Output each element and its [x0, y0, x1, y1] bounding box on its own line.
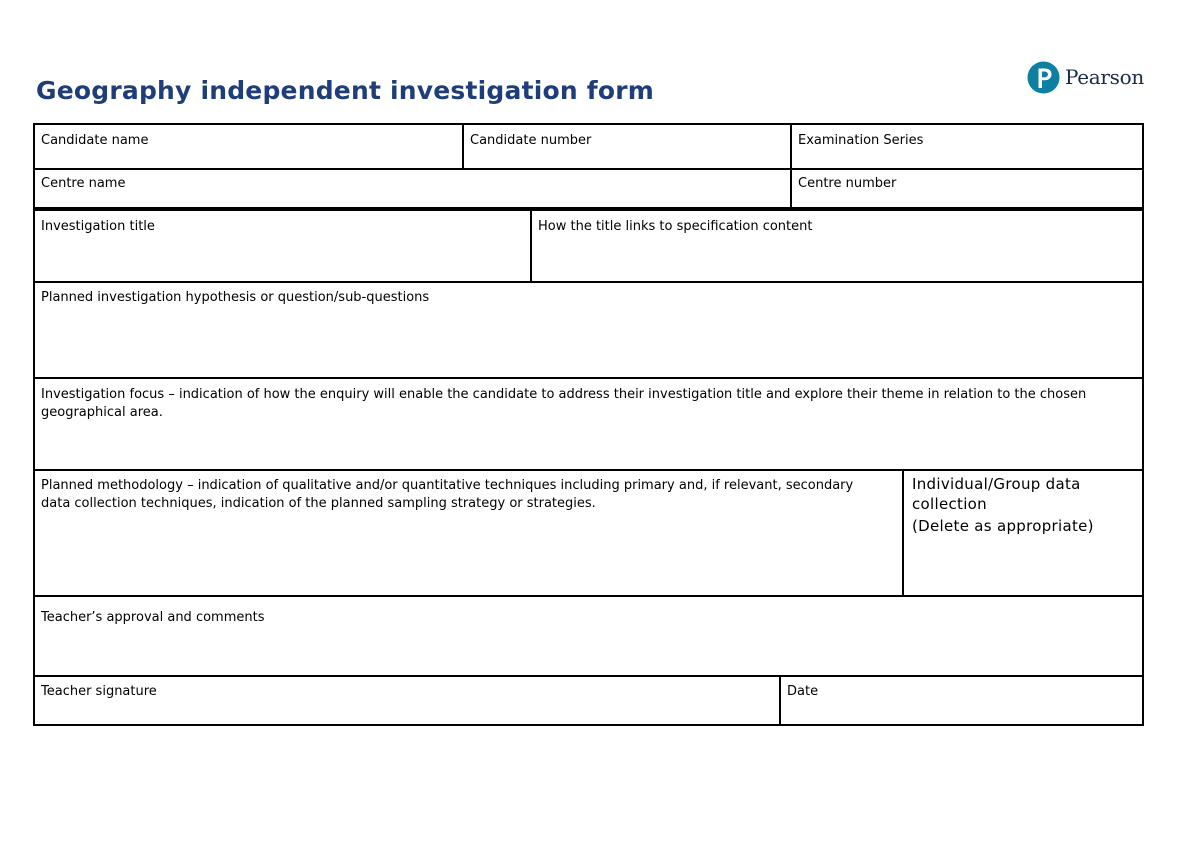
candidate-name-label: Candidate name [41, 133, 149, 148]
date-field[interactable] [781, 677, 1142, 724]
page-title: Geography independent investigation form [36, 76, 655, 105]
teacher-signature-field[interactable] [35, 677, 781, 724]
centre-row [35, 170, 1142, 211]
investigation-title-row [35, 211, 1142, 283]
title-links-field[interactable] [532, 211, 1142, 281]
candidate-row [35, 125, 1142, 170]
title-links-label: How the title links to specification content [538, 219, 813, 234]
centre-name-field[interactable] [35, 170, 792, 207]
investigation-title-field[interactable] [35, 211, 532, 281]
teacher-approval-field[interactable] [35, 597, 1142, 675]
hypothesis-field[interactable] [35, 283, 1142, 377]
delete-note: (Delete as appropriate) [912, 517, 1094, 535]
teacher-signature-label: Teacher signature [41, 684, 157, 699]
teacher-approval-label: Teacher’s approval and comments [41, 610, 265, 625]
investigation-focus-label: Investigation focus – indication of how the enquiry will enable the candidate to address their investigation title and explore their theme in relation to the chosen geographical area. [41, 387, 1087, 420]
planned-methodology-field[interactable] [35, 471, 904, 595]
candidate-number-label: Candidate number [470, 133, 592, 148]
centre-number-label: Centre number [798, 176, 897, 191]
methodology-row [35, 471, 1142, 597]
pearson-logo-text: Pearson [1065, 65, 1144, 89]
investigation-focus-field[interactable] [35, 379, 1142, 469]
examination-series-label: Examination Series [798, 133, 924, 148]
teacher-approval-row [35, 597, 1142, 677]
hypothesis-row [35, 283, 1142, 379]
data-collection-field[interactable] [904, 471, 1142, 595]
examination-series-field[interactable] [792, 125, 1142, 168]
pearson-logo [1027, 58, 1144, 96]
date-label: Date [787, 684, 819, 699]
hypothesis-label: Planned investigation hypothesis or question/sub-questions [41, 290, 430, 305]
investigation-title-label: Investigation title [41, 219, 155, 234]
investigation-focus-row [35, 379, 1142, 471]
centre-number-field[interactable] [792, 170, 1142, 207]
investigation-form [33, 123, 1144, 726]
planned-methodology-label: Planned methodology – indication of qualitative and/or quantitative techniques including primary and, if relevant, secondary data collection techniques, indication of the planned sampling strategy or strategies. [41, 478, 854, 511]
candidate-number-field[interactable] [464, 125, 792, 168]
signature-row [35, 677, 1142, 724]
data-collection-label: Individual/Group data collection [912, 475, 1081, 513]
centre-name-label: Centre name [41, 176, 126, 191]
candidate-name-field[interactable] [35, 125, 464, 168]
pearson-logo-icon [1027, 61, 1060, 94]
